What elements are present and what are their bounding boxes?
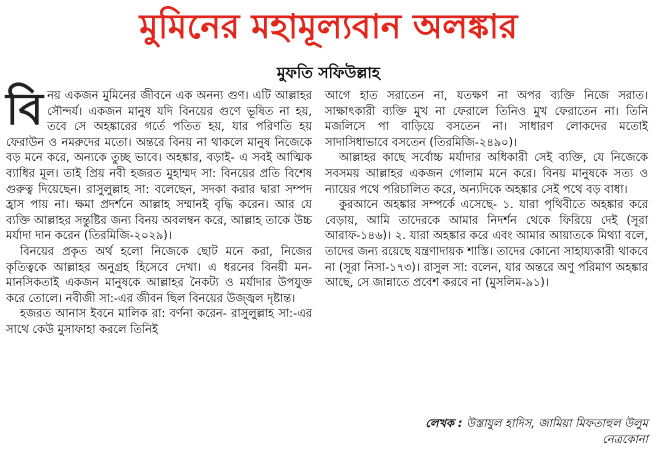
- drop-cap: বি: [6, 84, 44, 135]
- author-location: নেত্রকোনা: [602, 431, 648, 446]
- paragraph: আগে হাত সরাতেন না, যতক্ষণ না অপর ব্যক্তি নিজে সরাত। সাক্ষাৎকারী ব্যক্তি মুখ না ফেরালে তিনিও মুখ ফেরাতেন না। তিনি মজলিসে পা বাড়িয়ে বসতেন না। সাধারণ লোকদের মতোই সাদাসিধাভাবে বসতেন (তিরমিজি-২৪৯০)।: [325, 88, 648, 149]
- article-column-left: [6, 84, 312, 338]
- paragraph: নয় একজন মুমিনের জীবনে এক অনন্য গুণ। এটি আল্লাহর সৌন্দর্য। একজন মানুষ যদি বিনয়ের গুণে ভূষিত না হয়, তবে সে অহঙ্কারের গর্তে পতিত হয়, যার পরিণতি হয় ফেরাউন ও নমরুদের মতো। অন্তরে বিনয় না থাকলে মানুষ নিজেকে বড় মনে করে, অন্যকে তুচ্ছ ভাবে। অহঙ্কার, বড়াই- এ সবই আত্মিক ব্যাধির মূল। তাই প্রিয় নবী হজরত মুহাম্মদ সা: বিনয়ের প্রতি বিশেষ গুরুত্ব দিয়েছেন। রাসুলুল্লাহ সা: বলেছেন, সদকা করার দ্বারা সম্পদ হ্রাস পায় না। ক্ষমা প্রদর্শনে আল্লাহ সম্মানই বৃদ্ধি করেন। আর যে ব্যক্তি আল্লাহর সন্তুষ্টির জন্য বিনয় অবলম্বন করে, আল্লাহ তাকে উচ্চ মর্যাদা দান করেন (তিরমিজি-২০২৯)।: [6, 88, 312, 243]
- author-affiliation: উস্তাযুল হাদিস, জামিয়া মিফতাহুল উলুম: [466, 416, 648, 430]
- author-credit: [325, 416, 648, 447]
- article-byline: মুফতি সফিউল্লাহ: [276, 64, 381, 82]
- paragraph: বিনয়ের প্রকৃত অর্থ হলো নিজেকে ছোট মনে করা, নিজের কৃতিত্বকে আল্লাহর অনুগ্রহ হিসেবে দেখা। এ ধরনের বিনয়ী মন-মানসিকতাই একজন মানুষকে আল্লাহর নৈকট্য ও মর্যাদার উপযুক্ত করে তোলে। নবীজী সা:-এর জীবন ছিল বিনয়ের উজ্জ্বল দৃষ্টান্ত।: [6, 243, 312, 305]
- article-title: মুমিনের মহামূল্যবান অলঙ্কার: [139, 7, 518, 47]
- author-label: লেখক :: [425, 416, 463, 430]
- paragraph: কুরআনে অহঙ্কার সম্পর্কে এসেছে- ১. যারা পৃথিবীতে অহঙ্কার করে বেড়ায়, আমি তাদেরকে আমার নিদর্শন থেকে ফিরিয়ে দেই (সূরা আরাফ-১৪৬)। ২. যারা অহঙ্কার করে এবং আমার আয়াতকে মিথ্যা বলে, তাদের জন্য রয়েছে যন্ত্রণাদায়ক শাস্তি। তাদের কোনো সাহায্যকারী থাকবে না (সূরা নিসা-১৭৩)। রাসুল সা: বলেন, যার অন্তরে অণু পরিমাণ অহঙ্কার আছে, সে জান্নাতে প্রবেশ করবে না (মুসলিম-৯১)।: [325, 197, 648, 290]
- paragraph: আল্লাহর কাছে সর্বোচ্চ মর্যাদার অধিকারী সেই ব্যক্তি, যে নিজেকে সবসময় আল্লাহর একজন গোলাম মনে করে। বিনয় মানুষকে সত্য ও ন্যায়ের পথে পরিচালিত করে, অন্যদিকে অহঙ্কার সেই পথে বড় বাধা।: [325, 150, 648, 196]
- article-column-right: [325, 88, 648, 291]
- paragraph: হজরত আনাস ইবনে মালিক রা: বর্ণনা করেন- রাসুলুল্লাহ সা:-এর সাথে কেউ মুসাফাহা করলে তিনিই: [6, 306, 312, 336]
